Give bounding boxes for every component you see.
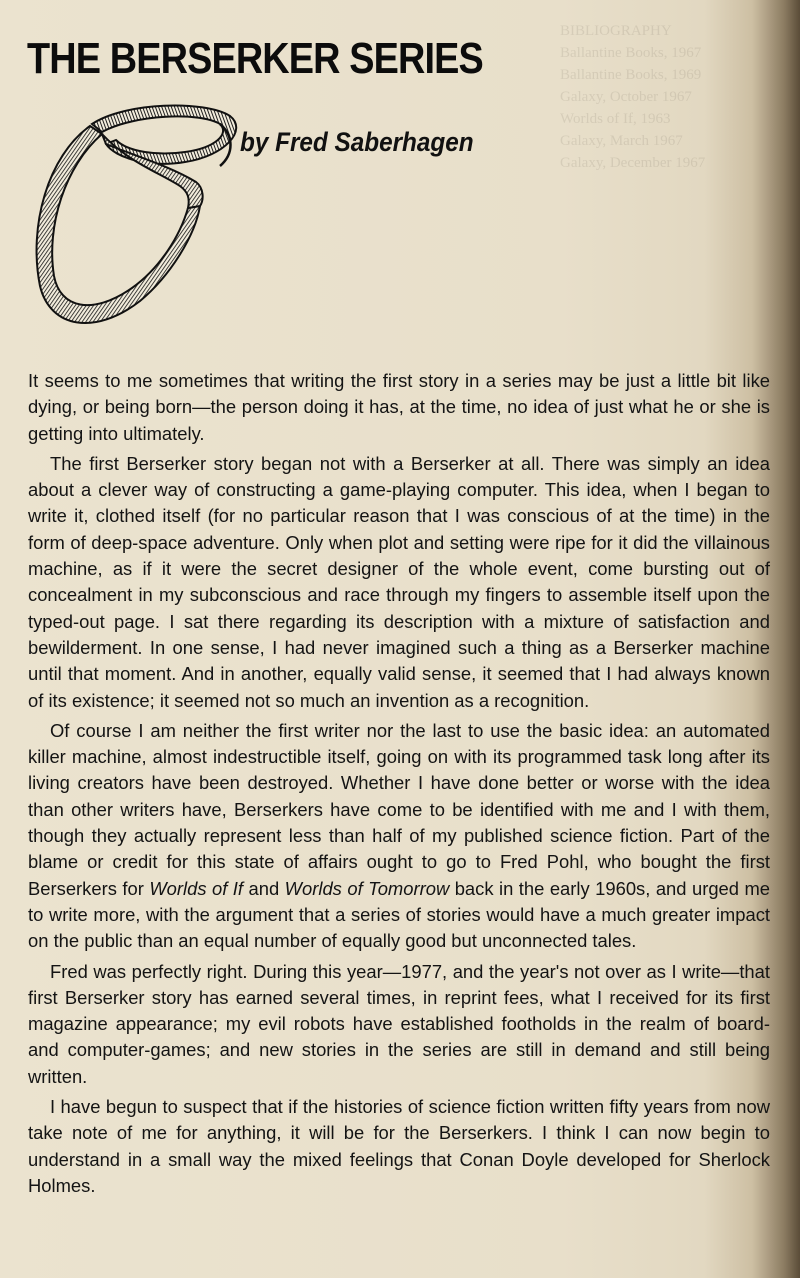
show-through-line: Ballantine Books, 1969 (560, 67, 702, 83)
paragraph (28, 1094, 770, 1199)
show-through-text (560, 20, 790, 360)
page-title: THE BERSERKER SERIES (27, 34, 483, 83)
show-through-line: BIBLIOGRAPHY (560, 23, 672, 39)
text-run: and (243, 877, 285, 899)
paragraph (28, 718, 770, 955)
article-body (28, 368, 770, 1203)
text-run: The first Berserker story began not with a Berserker at all. There was simply an idea about a clever way of constructing a game-playing computer. This idea, when I began to write it, clothed itself (for no particular reason that I was conscious of at the time) in the form of deep-space adventure. Only when plot and setting were ripe for it did the villainous machine, as if it were the secret designer of the whole event, come bursting out of concealment in my subconscious and race through my fingers to assemble itself upon the typed-out page. I sat there regarding its description with a mixture of satisfaction and bewilderment. In one sense, I had never imagined such a thing as a Berserker machine until that moment. And in another, equally valid sense, it seemed that I had always known of its existence; it seemed not so much an invention as a recognition. (28, 452, 770, 711)
twisted-ring-illustration (20, 96, 245, 336)
show-through-line: Worlds of If, 1963 (560, 111, 671, 127)
text-run: It seems to me sometimes that writing the first story in a series may be just a little bit like dying, or being born—the person doing it has, at the time, no idea of just what he or she is getting into ultimately. (28, 370, 770, 444)
paragraph (28, 451, 770, 714)
text-run: I have begun to suspect that if the histories of science fiction written fifty years from now take note of me for anything, it will be for the Berserkers. I think I can now begin to understand in a small way the mixed feelings that Conan Doyle developed for Sherlock Holmes. (28, 1096, 770, 1196)
paragraph (28, 959, 770, 1090)
paragraph (28, 368, 770, 447)
text-run: back in the early 1960s, and urged me to write more, with the argument that a series of stories would have a much greater impact on the public than an equal number of equally good but unconnected tales. (28, 877, 771, 952)
show-through-line: Galaxy, March 1967 (560, 133, 683, 149)
show-through-line: Ballantine Books, 1967 (560, 45, 702, 61)
italic-title: Worlds of If (149, 877, 244, 899)
show-through-line: Galaxy, December 1967 (560, 155, 706, 171)
text-run: Fred was perfectly right. During this year—1977, and the year's not over as I write—that first Berserker story has earned several times, in reprint fees, what I received for its first magazine appearance; my evil robots have established footholds in the realm of board- and computer-games; and new stories in the series are still in demand and still being written. (28, 960, 770, 1087)
text-run: Of course I am neither the first writer nor the last to use the basic idea: an automated killer machine, almost indestructible itself, going on with its programmed task long after its living creators have been destroyed. Whether I have done better or worse with the idea than other writers have, Berserkers have come to be identified with me and I with them, though they actually represent less than half of my published science fiction. Part of the blame or credit for this state of affairs ought to go to Fred Pohl, who bought the first Berserkers for (28, 719, 770, 899)
italic-title: Worlds of Tomorrow (284, 877, 450, 899)
show-through-line: Galaxy, October 1967 (560, 89, 692, 105)
author-byline: by Fred Saberhagen (240, 127, 474, 157)
